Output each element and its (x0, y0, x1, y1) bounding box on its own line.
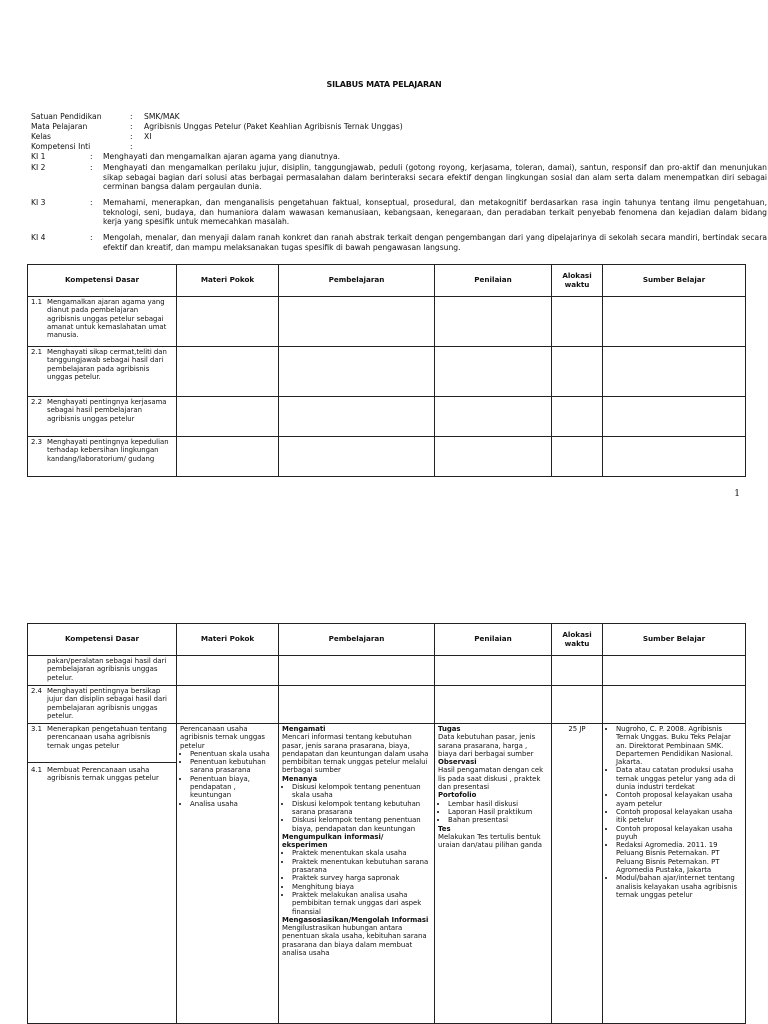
list-item: • Penentuan biaya, pendapatan , keuntungan (190, 775, 275, 800)
materi-list (180, 750, 275, 808)
table-row (28, 347, 746, 397)
list-item: • Laporan Hasil praktikum (448, 808, 548, 816)
list-item: • Praktek survey harga sapronak (292, 874, 431, 882)
list-item: • Lembar hasil diskusi (448, 800, 548, 808)
header-alokasi-waktu: Alokasi waktu (552, 624, 603, 656)
list-item: • Contoh proposal kelayakan usaha puyuh (616, 825, 742, 842)
ki-text: Mengolah, menalar, dan menyaji dalam ranah konkret dan ranah abstrak terkait dengan pengembangan dari yang dipelajarinya di sekolah secara mandiri, bertindak secara efektif dan kreatif, dan mampu melaksanakan tugas spesifik di bawah pengawasan langsung. (103, 233, 767, 252)
header-sumber-belajar: Sumber Belajar (603, 624, 746, 656)
kd-cell: 2.2 Menghayati pentingnya kerjasama sebagai hasil pembelajaran agribisnis unggas petelur (28, 397, 177, 437)
list-item: • Contoh proposal kelayakan usaha ayam petelur (616, 791, 742, 808)
kd-cell: pakan/peralatan sebagai hasil dari pembelajaran agribisnis unggas petelur. (28, 656, 177, 686)
kd-text: Membuat Perencanaan usaha agribisnis ternak unggas petelur (47, 766, 159, 783)
header-materi-pokok: Materi Pokok (177, 624, 279, 656)
list-item: • Praktek menentukan kebutuhan sarana prasarana (292, 858, 431, 875)
page-2 (0, 620, 768, 1024)
syllabus-table-page-1 (27, 264, 746, 477)
kd-cell: 2.1 Menghayati sikap cermat,teliti dan tanggungjawab sebagai hasil dari pembelajaran pada agribisnis unggas petelur. (28, 347, 177, 397)
page-number: 1 (734, 489, 740, 499)
header-kompetensi-dasar: Kompetensi Dasar (28, 624, 177, 656)
list-item: • Bahan presentasi (448, 816, 548, 824)
alokasi-cell (552, 724, 603, 1024)
info-label: Satuan Pendidikan (31, 112, 102, 121)
list-item: • Praktek menentukan skala usaha (292, 849, 431, 857)
table-row-main (28, 724, 746, 1024)
kd-cell: 1.1 Mengamalkan ajaran agama yang dianut pada pembelajaran agribisnis unggas petelur sebagai amanat untuk kemaslahatan umat manusia. (28, 297, 177, 347)
table-row (28, 297, 746, 347)
syllabus-table-page-2 (27, 623, 746, 1024)
list-item: • Praktek melakukan analisa usaha pembibitan ternak unggas dari aspek finansial (292, 891, 431, 916)
page-1: SILABUS MATA PELAJARAN Satuan Pendidikan : SMK/MAK Mata Pelajaran : Agribisnis Unggas Petelur (Paket Keahlian Agribisnis Ternak Unggas) Kelas : XI Kompetensi Inti : KI 1 : Menghayati dan mengamalkan ajaran agama yang dianutnya. KI 2 : Menghayati dan mengamalkan perilaku jujur, disiplin, tanggungjawab, peduli (gotong royong, kerjasama, toleran, damai), santun, responsif dan pro-aktif dan menunjukan sikap sebagai bagian dari solusi atas berbagai permasalahan dalam berinteraksi secara efektif dengan lingkungan sosial dan alam serta dalam menempatkan diri sebagai cerminan bangsa dalam pergaulan dunia. KI 3 : Memahami, menerapkan, dan menganalisis pengetahuan faktual, konseptual, prosedural, dan metakognitif berdasarkan rasa ingin tahunya tentang ilmu pengetahuan, teknologi, seni, budaya, dan humaniora dalam wawasan kemanusiaan, kebangsaan, kenegaraan, dan peradaban terkait penyebab fenomena dan kejadian dalam bidang kerja yang spesifik untuk memecahkan masalah. KI 4 : Mengolah, menalar, dan menyaji dalam ranah konkret dan ranah abstrak terkait dengan pengembangan dari yang dipelajarinya di sekolah secara mandiri, bertindak secara efektif dan kreatif, dan mampu melaksanakan tugas spesifik di bawah pengawasan langsung. Kompetensi Dasar Materi Pokok Pembelajaran Penilaian Alokasi waktu Sumber Belajar 1.1 Mengamalkan ajaran agama yang dianut pada pembelajaran agribisnis unggas petelur sebagai amanat untuk kemaslahatan umat manusia. 2.1 Menghayati sikap cermat,teliti dan tanggungjawab sebagai hasil dari pembelajaran pada agribisnis unggas petelur. 2.2 Menghayati pentingnya kerjasama sebagai hasil pembelajaran agribisnis unggas petelur 2.3 Menghayati pentingnya kepedulian terhadap kebersihan lingkungan kandang/laboratorium/ gudang 1 (0, 0, 768, 510)
table-row (28, 686, 746, 724)
ki-label: KI 4 (31, 233, 46, 242)
list-item: • Diskusi kelompok tentang penentuan skala usaha (292, 783, 431, 800)
list-item: • Data atau catatan produksi usaha ternak unggas petelur yang ada di dunia industri terdekat (616, 766, 742, 791)
ki-label: KI 1 (31, 152, 46, 161)
info-value: Agribisnis Unggas Petelur (Paket Keahlian Agribisnis Ternak Unggas) (144, 122, 403, 131)
info-value: SMK/MAK (144, 112, 180, 121)
ki-label: KI 2 (31, 163, 46, 172)
pembelajaran-cell: Mengamati Mencari informasi tentang kebutuhan pasar, jenis sarana prasarana, biaya, pendapatan dan keuntungan dalam usaha pembibitan ternak unggas petelur melalui berbagai sumber Menanya • Diskusi kelompok tentang penentuan skala usaha • Diskusi kelompok tentang kebutuhan sarana prasarana • Diskusi kelompok tentang penentuan biaya, pendapatan dan keuntungan Mengumpulkan informasi/ eksperimen • Praktek menentukan skala usaha • Praktek menentukan kebutuhan sarana prasarana • Praktek survey harga sapronak • Menghitung biaya • Praktek melakukan analisa usaha pembibitan ternak unggas dari aspek finansial Mengasosiasikan/Mengolah Informasi Mengilustrasikan hubungan antara penentuan skala usaha, kebituhan sarana prasarana dan biaya dalam membuat analisa usaha (279, 724, 435, 1024)
materi-intro: Perencanaan usaha agribisnis ternak unggas petelur (180, 725, 266, 750)
kd-cell: 2.4 Menghayati pentingnya bersikap jujur dan disiplin sebagai hasil dari pembelajaran agribisnis unggas petelur. (28, 686, 177, 724)
header-penilaian: Penilaian (435, 265, 552, 297)
ki-label: KI 3 (31, 198, 46, 207)
section-heading: Mengasosiasikan/Mengolah Informasi (282, 915, 429, 924)
section-heading: Tes (438, 824, 451, 833)
header-kompetensi-dasar: Kompetensi Dasar (28, 265, 177, 297)
section-heading: Mengumpulkan informasi/ eksperimen (282, 832, 384, 850)
list-item: • Menghitung biaya (292, 883, 431, 891)
ki-text: Menghayati dan mengamalkan ajaran agama yang dianutnya. (103, 152, 341, 161)
list-item: • Penentuan kebutuhan sarana prasarana (190, 758, 275, 775)
penilaian-cell: Tugas Data kebutuhan pasar, jenis sarana prasarana, harga , biaya dari berbagai sumber Observasi Hasil pengamatan dengan cek lis pada saat diskusi , praktek dan presentasi Portofolio • Lembar hasil diskusi • Laporan Hasil praktikum • Bahan presentasi Tes Melakukan Tes tertulis bentuk uraian dan/atau pilihan ganda (435, 724, 552, 1024)
info-label: Mata Pelajaran (31, 122, 88, 131)
table-row (28, 397, 746, 437)
materi-cell (177, 724, 279, 1024)
kd-cell: 2.3 Menghayati pentingnya kepedulian terhadap kebersihan lingkungan kandang/laboratorium/ gudang (28, 437, 177, 477)
section-heading: Menanya (282, 774, 318, 783)
list-item: • Diskusi kelompok tentang penentuan biaya, pendapatan dan keuntungan (292, 816, 431, 833)
header-pembelajaran: Pembelajaran (279, 265, 435, 297)
ki-text: Memahami, menerapkan, dan menganalisis pengetahuan faktual, konseptual, prosedural, dan metakognitif berdasarkan rasa ingin tahunya tentang ilmu pengetahuan, teknologi, seni, budaya, dan humaniora dalam wawasan kemanusiaan, kebangsaan, kenegaraan, dan peradaban terkait penyebab fenomena dan kejadian dalam bidang kerja yang spesifik untuk memecahkan masalah. (103, 198, 767, 227)
kd-cell: 3.1 Menerapkan pengetahuan tentang perencanaan usaha agribisnis ternak ungas petelur 4.1 Membuat Perencanaan usaha agribisnis ternak unggas petelur (28, 724, 177, 1024)
info-label: Kompetensi Inti (31, 142, 91, 151)
header-sumber-belajar: Sumber Belajar (603, 265, 746, 297)
kd-text: Menerapkan pengetahuan tentang perencanaan usaha agribisnis ternak ungas petelur (47, 725, 167, 750)
section-heading: Observasi (438, 758, 477, 767)
list-item: • Redaksi Agromedia. 2011. 19 Peluang Bisnis Peternakan. PT Peluang Bisnis Peternakan. PT Agromedia Pustaka, Jakarta (616, 841, 742, 874)
section-heading: Portofolio (438, 791, 477, 800)
info-label: Kelas (31, 132, 51, 141)
header-alokasi-waktu: Alokasi waktu (552, 265, 603, 297)
list-item: • Analisa usaha (190, 800, 275, 808)
info-value: XI (144, 132, 152, 141)
list-item: • Nugroho, C. P. 2008. Agribisnis Ternak Unggas. Buku Teks Pelajar an. Direktorat Pembinaan SMK. Departemen Pendidikan Nasional. Jakarta. (616, 725, 742, 766)
header-materi-pokok: Materi Pokok (177, 265, 279, 297)
section-heading: Mengamati (282, 725, 326, 733)
sumber-cell (603, 724, 746, 1024)
alokasi-value: 25 JP (568, 725, 586, 733)
header-penilaian: Penilaian (435, 624, 552, 656)
table-row (28, 437, 746, 477)
list-item: • Contoh proposal kelayakan usaha itik petelur (616, 808, 742, 825)
page-title: SILABUS MATA PELAJARAN (326, 80, 442, 89)
table-row (28, 656, 746, 686)
section-heading: Tugas (438, 725, 461, 733)
header-pembelajaran: Pembelajaran (279, 624, 435, 656)
ki-text: Menghayati dan mengamalkan perilaku jujur, disiplin, tanggungjawab, peduli (gotong royong, kerjasama, toleran, damai), santun, responsif dan pro-aktif dan menunjukan sikap sebagai bagian dari solusi atas berbagai permasalahan dalam berinteraksi secara efektif dengan lingkungan sosial dan alam serta dalam menempatkan diri sebagai cerminan bangsa dalam pergaulan dunia. (103, 163, 767, 192)
list-item: • Diskusi kelompok tentang kebutuhan sarana prasarana (292, 800, 431, 817)
list-item: • Penentuan skala usaha (190, 750, 275, 758)
list-item: • Modul/bahan ajar/internet tentang analisis kelayakan usaha agribisnis ternak unggas petelur (616, 874, 742, 899)
